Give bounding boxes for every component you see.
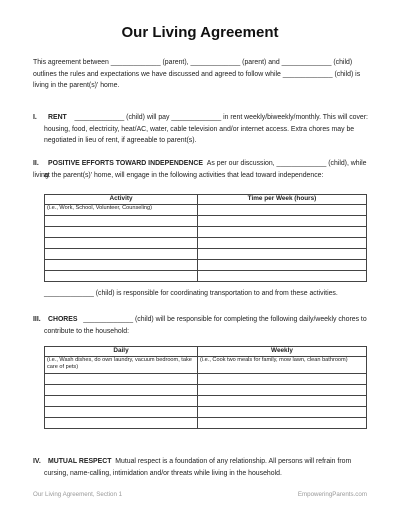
section-chores-heading	[33, 314, 373, 326]
section-efforts-line1: As per our discussion, _____________ (child), while living	[33, 160, 367, 179]
section-number: IV.	[33, 458, 41, 465]
table-cell[interactable]	[198, 271, 367, 282]
weekly-column-header: Weekly	[198, 347, 367, 357]
table-row	[45, 227, 367, 238]
section-title: RENT	[48, 114, 67, 121]
footer-right: EmpoweringParents.com	[297, 491, 367, 498]
table-cell[interactable]	[45, 271, 198, 282]
table-cell[interactable]	[45, 227, 198, 238]
chores-table	[44, 346, 367, 429]
page-title: Our Living Agreement	[121, 24, 279, 41]
table-row	[45, 418, 367, 429]
intro-paragraph: This agreement between _____________ (parent), _____________ (parent) and _____________ (child) outlines the rules and expectations we have discussed and agreed to follow while _____________ (child) is living in the parent(s)' home.	[33, 59, 361, 90]
footer-left: Our Living Agreement, Section 1	[33, 491, 123, 498]
section-title: CHORES	[48, 316, 78, 323]
table-cell[interactable]	[198, 374, 367, 385]
table-row	[45, 271, 367, 282]
table-cell[interactable]	[198, 396, 367, 407]
table-cell[interactable]	[198, 385, 367, 396]
section-chores-line1: _____________ (child) will be responsible for completing the following daily/weekly chores to	[83, 316, 367, 323]
table-row	[45, 249, 367, 260]
section-number: I.	[33, 114, 37, 121]
table-row	[45, 407, 367, 418]
table-row	[45, 357, 367, 374]
daily-example-cell: (i.e., Wash dishes, do own laundry, vacuum bedroom, take care of pets)	[45, 357, 198, 374]
section-rent-heading	[33, 112, 373, 124]
table-row	[45, 216, 367, 227]
section-number: II.	[33, 160, 39, 167]
time-column-header: Time per Week (hours)	[198, 195, 367, 205]
table-cell[interactable]	[45, 407, 198, 418]
table-cell[interactable]	[45, 216, 198, 227]
table-cell[interactable]	[45, 418, 198, 429]
table-cell[interactable]	[198, 407, 367, 418]
table-cell[interactable]	[198, 260, 367, 271]
table-row	[45, 205, 367, 216]
table-row	[45, 260, 367, 271]
weekly-example-cell: (i.e., Cook two meals for family, mow lawn, clean bathroom)	[198, 357, 367, 374]
table-row	[45, 396, 367, 407]
section-title: POSITIVE EFFORTS TOWARD INDEPENDENCE	[48, 160, 203, 167]
table-cell[interactable]	[198, 249, 367, 260]
section-respect-body: cursing, name-calling, intimidation and/or threats while living in the household.	[44, 469, 282, 477]
table-row	[45, 238, 367, 249]
table-cell[interactable]	[198, 238, 367, 249]
section-rent-line1: _____________ (child) will pay _____________ in rent weekly/biweekly/monthly. This will cover:	[74, 114, 368, 121]
table-row	[45, 385, 367, 396]
section-respect-heading	[33, 456, 373, 468]
table-cell[interactable]	[198, 216, 367, 227]
table-cell[interactable]	[45, 260, 198, 271]
section-respect-line1: Mutual respect is a foundation of any relationship. All persons will refrain from	[115, 458, 352, 465]
table-cell[interactable]	[45, 396, 198, 407]
section-title: MUTUAL RESPECT	[48, 458, 112, 465]
table-cell[interactable]	[45, 238, 198, 249]
activity-example-cell: (i.e., Work, School, Volunteer, Counseling)	[45, 205, 198, 216]
table-cell[interactable]	[45, 374, 198, 385]
table-cell[interactable]	[45, 249, 198, 260]
table-cell[interactable]	[198, 418, 367, 429]
transport-note: _____________ (child) is responsible for coordinating transportation to and from these activities.	[44, 290, 338, 297]
section-number: III.	[33, 316, 41, 323]
table-cell[interactable]	[45, 385, 198, 396]
daily-column-header: Daily	[45, 347, 198, 357]
section-efforts-body: at the parent(s)' home, will engage in the following activities that lead toward independence:	[44, 171, 324, 179]
table-row	[45, 374, 367, 385]
activity-table	[44, 194, 367, 282]
table-cell[interactable]	[198, 205, 367, 216]
activity-column-header: Activity	[45, 195, 198, 205]
table-cell[interactable]	[198, 227, 367, 238]
section-chores-body: contribute to the household:	[44, 327, 130, 335]
section-rent-body: housing, food, electricity, heat/AC, water, cable television and/or internet access. Extra chores may be negotiated in lieu of rent, if agreeable to parent(s).	[44, 125, 355, 145]
